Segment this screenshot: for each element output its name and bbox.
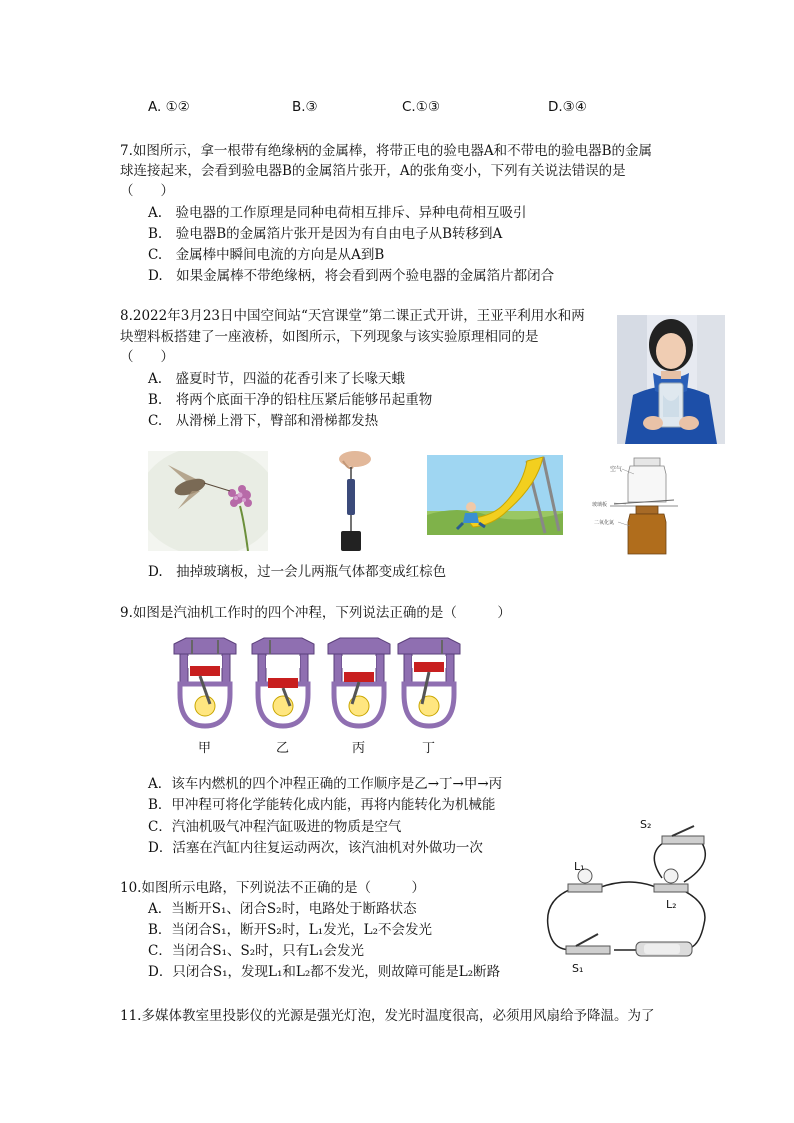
- q7-option-d: D. 如果金属棒不带绝缘柄，将会看到两个验电器的金属箔片都闭合: [148, 268, 555, 284]
- switch-s1: [566, 934, 610, 954]
- switch-s2: [662, 826, 704, 844]
- q7-option-a: A. 验电器的工作原理是同种电荷相互排斥、异种电荷相互吸引: [148, 205, 527, 221]
- engine-stroke-yi: [252, 638, 314, 726]
- q7-stem-line-2: 球连接起来，会看到验电器B的金属箔片张开，A的张角变小，下列有关说法错误的是: [120, 163, 626, 179]
- stroke-label-ding: 丁: [422, 741, 436, 756]
- q10-option-c: C．当闭合S₁、S₂时，只有L₁会发光: [148, 943, 365, 959]
- q8-option-d: D. 抽掉玻璃板，过一会儿两瓶气体都变成红棕色: [148, 564, 447, 580]
- q10-option-b: B．当闭合S₁，断开S₂时，L₁发光，L₂不会发光: [148, 922, 432, 938]
- circuit-diagram: [540, 816, 720, 976]
- label-s2: S₂: [640, 818, 652, 831]
- playground-slide-illustration: [427, 455, 563, 535]
- bottle-label-glass-plate: 玻璃板: [592, 502, 608, 508]
- astronaut-liquid-bridge-photo: [617, 315, 725, 444]
- q8-stem-line-1: 8.2022年3月23日中国空间站“天宫课堂”第二课正式开讲，王亚平利用水和两: [120, 308, 585, 324]
- q8-option-c: C. 从滑梯上滑下，臀部和滑梯都发热: [148, 413, 379, 429]
- q6-option-b: B.③: [292, 99, 318, 115]
- q6-option-c: C.①③: [402, 99, 440, 115]
- q8-stem-line-2: 块塑料板搭建了一座液桥，如图所示，下列现象与该实验原理相同的是: [120, 329, 539, 345]
- q7-option-c: C. 金属棒中瞬间电流的方向是从A到B: [148, 247, 385, 263]
- gas-diffusion-bottles-diagram: [590, 454, 686, 558]
- engine-stroke-jia: [174, 638, 236, 726]
- label-l2: L₂: [666, 898, 677, 911]
- stroke-label-bing: 丙: [352, 741, 366, 756]
- stroke-label-yi: 乙: [276, 741, 290, 756]
- bottle-label-air: 空气: [610, 466, 623, 473]
- q9-option-d: D．活塞在汽缸内往复运动两次，该汽油机对外做功一次: [148, 840, 483, 856]
- q10-option-d: D．只闭合S₁，发现L₁和L₂都不发光，则故障可能是L₂断路: [148, 964, 501, 980]
- hawkmoth-flower-photo: [148, 451, 268, 551]
- q7-stem-line-1: 7.如图所示，拿一根带有绝缘柄的金属棒，将带正电的验电器A和不带电的验电器B的金属: [120, 143, 653, 159]
- q7-stem-line-3: （ ）: [120, 183, 174, 199]
- q8-option-a: A. 盛夏时节，四溢的花香引来了长喙天蛾: [148, 371, 406, 387]
- q8-stem-line-3: （ ）: [120, 349, 174, 365]
- q10-option-a: A．当断开S₁、闭合S₂时，电路处于断路状态: [148, 901, 417, 917]
- lead-cylinders-weight-photo: [323, 449, 377, 553]
- q8-option-b: B. 将两个底面干净的铅柱压紧后能够吊起重物: [148, 392, 433, 408]
- q9-option-a: A．该车内燃机的四个冲程正确的工作顺序是乙→丁→甲→丙: [148, 776, 503, 792]
- battery: [636, 942, 692, 956]
- label-s1: S₁: [572, 962, 584, 975]
- q9-option-b: B．甲冲程可将化学能转化成内能，再将内能转化为机械能: [148, 797, 496, 813]
- engine-strokes-diagram: [170, 632, 470, 756]
- bottle-label-no2: 二氧化氮: [594, 520, 615, 526]
- stroke-label-jia: 甲: [198, 741, 212, 756]
- label-l1: L₁: [574, 860, 585, 873]
- q9-option-c: C．汽油机吸气冲程汽缸吸进的物质是空气: [148, 819, 402, 835]
- engine-stroke-ding: [398, 638, 460, 726]
- q10-stem: 10.如图所示电路，下列说法不正确的是（ ）: [120, 880, 425, 896]
- q9-stem: 9.如图是汽油机工作时的四个冲程，下列说法正确的是（ ）: [120, 605, 511, 621]
- q6-option-d: D.③④: [548, 99, 587, 115]
- q6-option-a: A. ①②: [148, 99, 190, 115]
- q11-stem: 11.多媒体教室里投影仪的光源是强光灯泡，发光时温度很高，必须用风扇给予降温。为了: [120, 1008, 655, 1024]
- q7-option-b: B. 验电器B的金属箔片张开是因为有自由电子从B转移到A: [148, 226, 503, 242]
- engine-stroke-bing: [328, 638, 390, 726]
